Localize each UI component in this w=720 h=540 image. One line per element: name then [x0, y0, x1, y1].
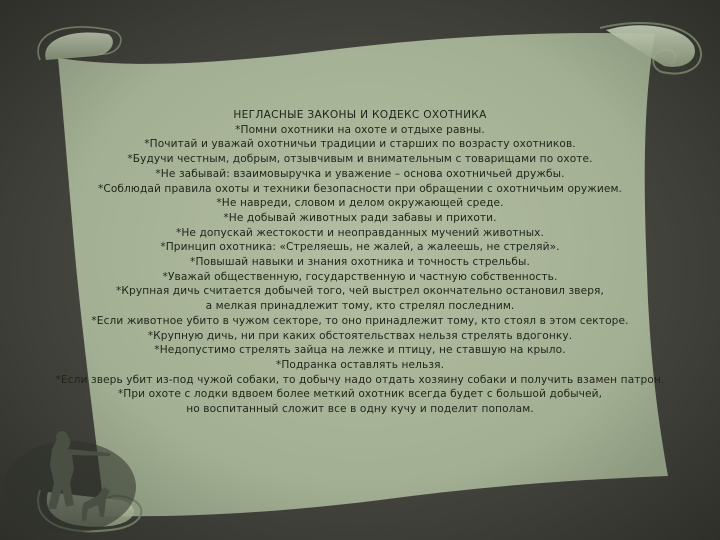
- text-line: *Не забывай: взаимовыручка и уважение – основа охотничьей дружбы.: [155, 167, 565, 180]
- text-line: *Принцип охотника: «Стреляешь, не жалей, а жалеешь, не стреляй».: [160, 241, 560, 254]
- document-title: НЕГЛАСНЫЕ ЗАКОНЫ И КОДЕКС ОХОТНИКА: [233, 109, 487, 121]
- text-line: *Крупную дичь, ни при каких обстоятельствах нельзя стрелять вдогонку.: [147, 329, 573, 342]
- text-line: *Соблюдай правила охоты и техники безопасности при обращении с охотничьим оружием.: [97, 182, 623, 195]
- text-line: *Не навреди, словом и делом окружающей среде.: [216, 197, 504, 210]
- hunter-with-dog-icon: [0, 425, 140, 535]
- text-line: *Помни охотники на охоте и отдыхе равны.: [235, 123, 485, 136]
- text-line: *Если зверь убит из-под чужой собаки, то добычу надо отдать хозяину собаки и получить взамен патрон.: [55, 373, 665, 386]
- text-line: *Не допускай жестокости и неоправданных мучений животных.: [175, 226, 545, 239]
- text-line: *Почитай и уважай охотничьи традиции и старших по возрасту охотников.: [144, 138, 576, 151]
- text-line: *Будучи честным, добрым, отзывчивым и внимательным с товарищами по охоте.: [127, 153, 593, 166]
- text-line: *Подранка оставлять нельзя.: [275, 358, 445, 371]
- hunter-code-text: [30, 108, 690, 417]
- text-line: *Повышай навыки и знания охотника и точность стрельбы.: [190, 256, 530, 269]
- text-line: но воспитанный сложит все в одну кучу и поделит пополам.: [186, 403, 534, 416]
- text-line: а мелкая принадлежит тому, кто стрелял последним.: [205, 300, 515, 313]
- text-line: *Не добывай животных ради забавы и прихоти.: [223, 211, 497, 224]
- text-line: *Уважай общественную, государственную и частную собственность.: [162, 270, 558, 283]
- text-line: *Недопустимо стрелять зайца на лежке и птицу, не ставшую на крыло.: [154, 344, 566, 357]
- text-line: *Крупная дичь считается добычей того, чей выстрел окончательно остановил зверя,: [116, 285, 604, 298]
- text-line: *Если животное убито в чужом секторе, то оно принадлежит тому, кто стоял в этом секторе.: [91, 314, 629, 327]
- text-line: *При охоте с лодки вдвоем более меткий охотник всегда будет с большой добычей,: [117, 388, 603, 401]
